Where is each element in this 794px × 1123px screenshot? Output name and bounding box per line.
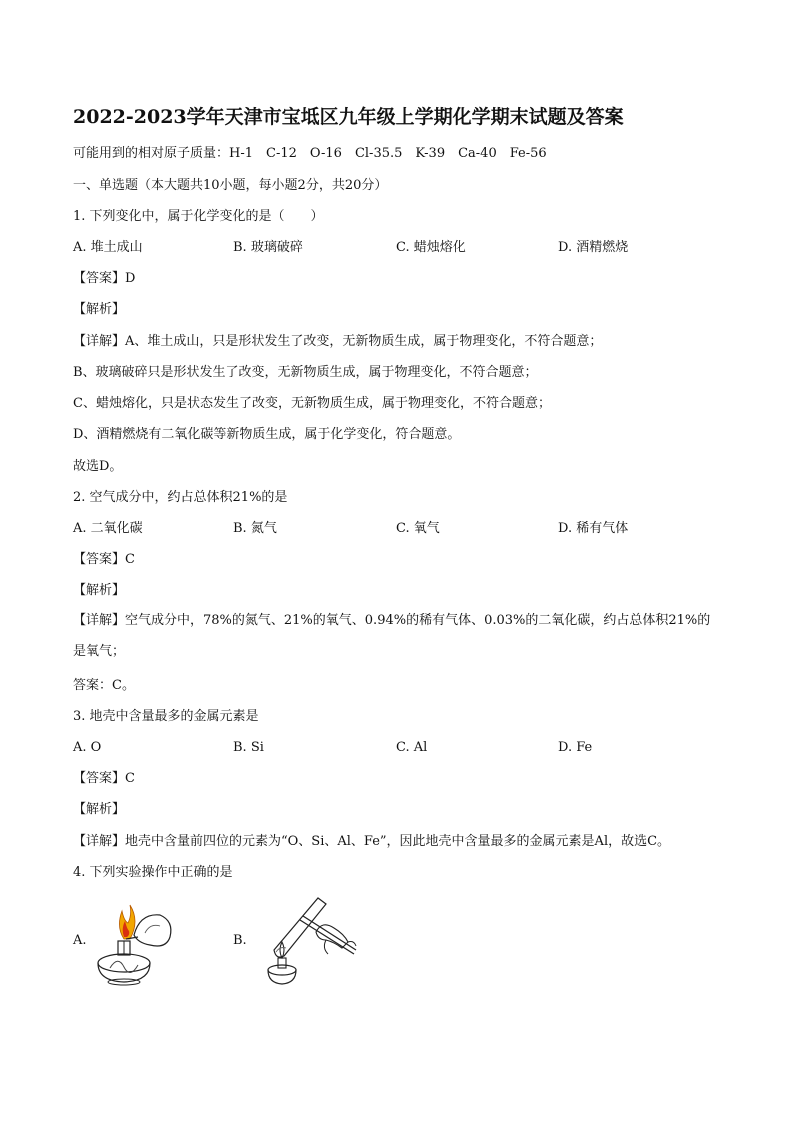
q2-answer: 【答案】C: [73, 552, 135, 567]
q3-stem: 3. 地壳中含量最多的金属元素是: [73, 709, 259, 724]
q1-option-c: C. 蜡烛熔化: [396, 240, 466, 255]
q2-conclusion: 答案：C。: [73, 678, 135, 693]
q4-option-a-label: A.: [73, 933, 87, 948]
q3-analysis-label: 【解析】: [73, 802, 126, 817]
q1-detail-c: C、蜡烛熔化，只是状态发生了改变，无新物质生成，属于物理变化，不符合题意；: [73, 396, 551, 411]
q3-detail: 【详解】地壳中含量前四位的元素为“O、Si、Al、Fe”，因此地壳中含量最多的金属元素是Al，故选C。: [73, 834, 671, 849]
q3-answer: 【答案】C: [73, 771, 135, 786]
lighting-alcohol-lamp-figure: [90, 893, 180, 988]
q3-option-a: A. O: [73, 740, 102, 755]
q1-option-b: B. 玻璃破碎: [233, 240, 303, 255]
q1-detail-d: D、酒精燃烧有二氧化碳等新物质生成，属于化学变化，符合题意。: [73, 427, 461, 442]
q1-stem: 1. 下列变化中，属于化学变化的是（ ）: [73, 209, 324, 224]
q1-option-a: A. 堆土成山: [73, 240, 143, 255]
q4-option-b-label: B.: [233, 933, 247, 948]
q2-option-b: B. 氮气: [233, 521, 277, 536]
section-heading: 一、单选题（本大题共10小题，每小题2分，共20分）: [73, 178, 388, 193]
q1-answer: 【答案】D: [73, 271, 136, 286]
heating-test-tube-figure: [256, 890, 361, 990]
q2-detail: 【详解】空气成分中，78%的氮气、21%的氧气、0.94%的稀有气体、0.03%的二氧化碳，约占总体积21%的是氧气；: [73, 613, 711, 659]
q2-stem: 2. 空气成分中，约占总体积21%的是: [73, 490, 288, 505]
q2-analysis-label: 【解析】: [73, 583, 126, 598]
q1-analysis-label: 【解析】: [73, 302, 126, 317]
q1-option-d: D. 酒精燃烧: [558, 240, 629, 255]
q2-option-c: C. 氧气: [396, 521, 440, 536]
q1-conclusion: 故选D。: [73, 459, 123, 474]
q3-option-c: C. Al: [396, 740, 428, 755]
q2-option-d: D. 稀有气体: [558, 521, 629, 536]
q3-option-d: D. Fe: [558, 740, 593, 755]
q2-option-a: A. 二氧化碳: [73, 521, 143, 536]
q1-detail: 【详解】A、堆土成山，只是形状发生了改变，无新物质生成，属于物理变化，不符合题意；: [73, 334, 603, 349]
atomic-masses: 可能用到的相对原子质量：H-1 C-12 O-16 Cl-35.5 K-39 Ca-40 Fe-56: [73, 146, 547, 161]
page-title: 2022-2023学年天津市宝坻区九年级上学期化学期末试题及答案: [73, 106, 624, 128]
q3-option-b: B. Si: [233, 740, 264, 755]
q4-stem: 4. 下列实验操作中正确的是: [73, 865, 233, 880]
q1-detail-b: B、玻璃破碎只是形状发生了改变，无新物质生成，属于物理变化，不符合题意；: [73, 365, 538, 380]
